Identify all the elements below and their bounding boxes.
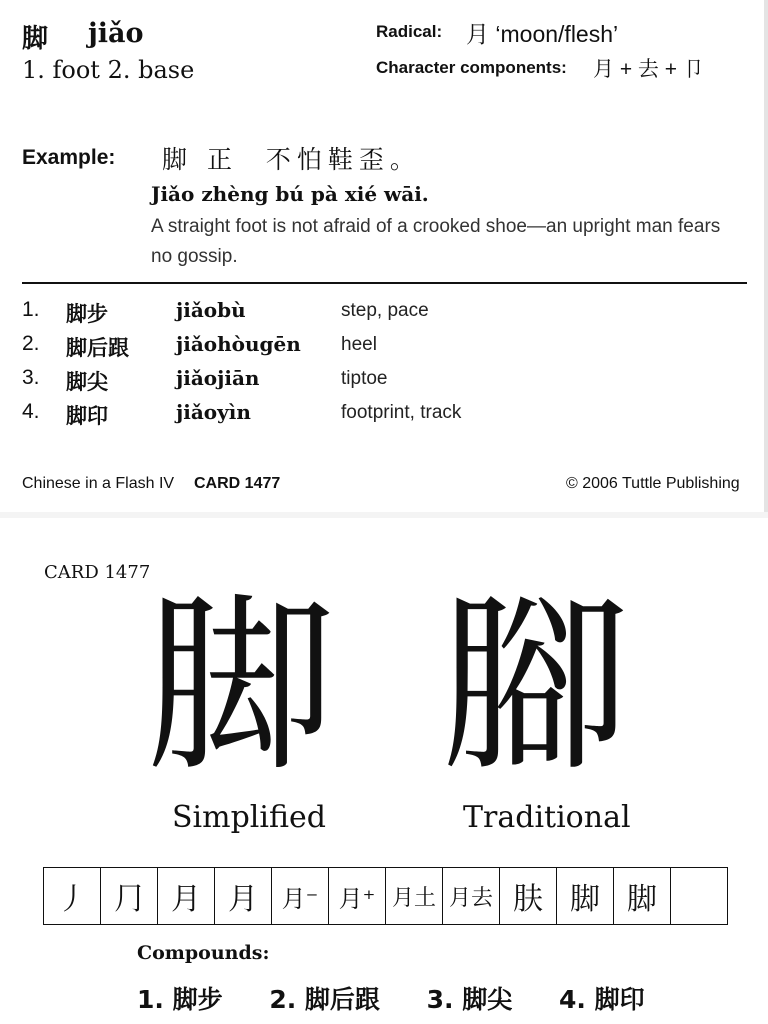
stroke-cell: ⺆ — [101, 868, 158, 924]
simplified-label: Simplified — [172, 800, 326, 835]
stroke-cell: 月去 — [443, 868, 500, 924]
compound-item: 4. 脚印 — [558, 985, 645, 1014]
example-translation: A straight foot is not afraid of a crooked shoe—an upright man fears no gossip. — [151, 216, 721, 267]
vocab-row — [22, 366, 742, 400]
vocab-row — [22, 400, 742, 434]
components-label: Character components: — [376, 58, 567, 77]
stroke-cell: 脚 — [614, 868, 671, 924]
vocab-number: 3. — [22, 366, 40, 389]
components-value: 月 + 去 + 卩 — [593, 58, 704, 81]
stroke-cell: 月 — [215, 868, 272, 924]
stroke-cell: 肤 — [500, 868, 557, 924]
vocab-pinyin: jiǎoyìn — [176, 400, 251, 424]
headword-character: 脚 — [22, 24, 49, 54]
footer-copyright: © 2006 Tuttle Publishing — [566, 475, 740, 492]
radical-label: Radical: — [376, 22, 443, 41]
footer-card-number: CARD 1477 — [194, 475, 281, 492]
compound-item: 1. 脚步 — [137, 985, 223, 1014]
vocab-number: 4. — [22, 400, 40, 423]
vocab-chinese: 脚后跟 — [66, 336, 129, 360]
vocab-chinese: 脚步 — [66, 302, 108, 326]
example-chinese: 脚 正 不怕鞋歪。 — [162, 145, 421, 174]
stroke-cell: 月土 — [386, 868, 443, 924]
example-label: Example: — [22, 146, 116, 169]
headword-meaning: 1. foot 2. base — [22, 56, 195, 84]
stroke-cell: 脚 — [557, 868, 614, 924]
stroke-cell: 丿 — [44, 868, 101, 924]
vocab-pinyin: jiǎohòugēn — [176, 332, 301, 356]
vocab-meaning: step, pace — [341, 300, 429, 321]
radical-value: 月 ‘moon/flesh’ — [466, 21, 619, 47]
stroke-cell: 月 — [158, 868, 215, 924]
vocab-chinese: 脚印 — [66, 404, 108, 428]
vocab-pinyin: jiǎojiān — [176, 366, 260, 390]
vocab-meaning: tiptoe — [341, 368, 388, 389]
card-number: CARD 1477 — [44, 562, 151, 583]
stroke-cell — [671, 868, 728, 924]
stroke-cell: 月⁻ — [272, 868, 329, 924]
vocab-number: 1. — [22, 298, 40, 321]
stroke-order-grid — [43, 867, 728, 925]
vocab-row — [22, 332, 742, 366]
compounds-label: Compounds: — [137, 942, 270, 964]
card-edge-shadow — [764, 0, 768, 512]
traditional-label: Traditional — [463, 800, 631, 835]
vocab-meaning: heel — [341, 334, 377, 355]
footer-series: Chinese in a Flash IV — [22, 475, 175, 492]
traditional-character: 腳 — [440, 576, 631, 797]
vocab-row — [22, 298, 742, 332]
headword-pinyin: jiǎo — [88, 18, 144, 49]
vocab-chinese: 脚尖 — [66, 370, 108, 394]
compound-item: 3. 脚尖 — [426, 985, 513, 1014]
card-divider — [0, 512, 768, 518]
stroke-cell: 月⁺ — [329, 868, 386, 924]
simplified-character: 脚 — [146, 576, 337, 797]
example-pinyin: Jiǎo zhèng bú pà xié wāi. — [151, 182, 429, 206]
divider-rule — [22, 282, 747, 284]
vocab-pinyin: jiǎobù — [176, 298, 246, 322]
vocab-meaning: footprint, track — [341, 402, 462, 423]
vocab-number: 2. — [22, 332, 40, 355]
compound-item: 2. 脚后跟 — [269, 985, 380, 1014]
compounds-list — [137, 980, 683, 1016]
